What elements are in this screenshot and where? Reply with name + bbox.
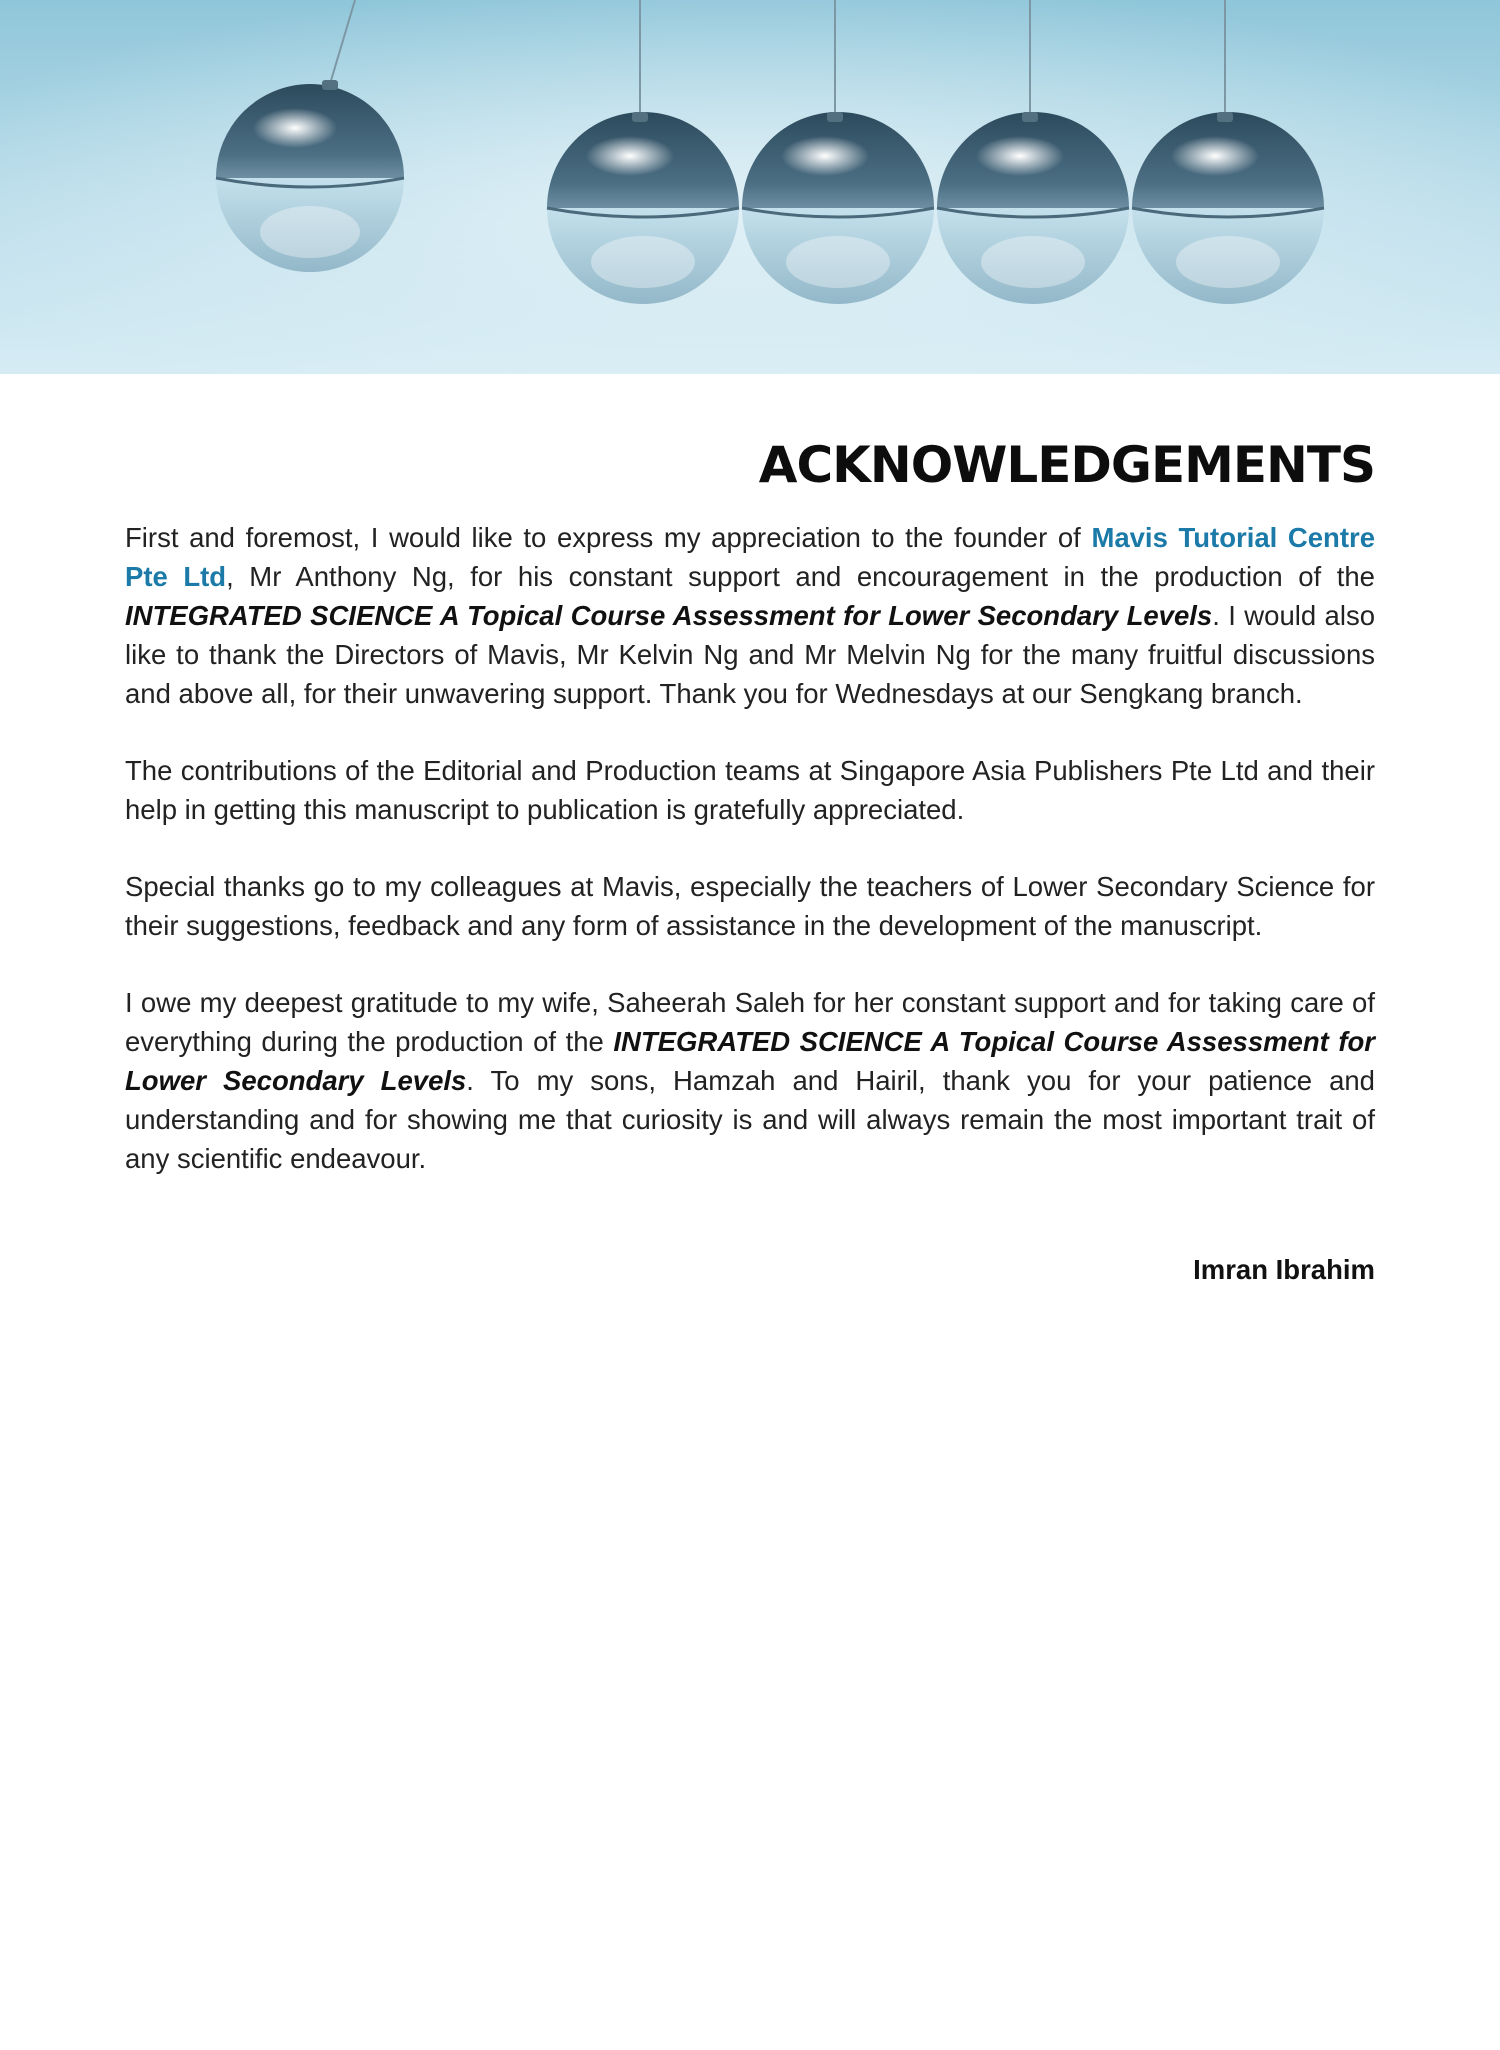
paragraph-1-text-b: , Mr Anthony Ng, for his constant support and encouragement in the production of the — [226, 561, 1375, 592]
paragraph-4-text-b: . To my sons, Hamzah and Hairil, thank you for your patience and understanding and for showing me that curiosity is and will always remain the most important trait of any scientific endeavour. — [125, 1065, 1375, 1174]
paragraph-2: The contributions of the Editorial and Production teams at Singapore Asia Publishers Pte Ltd and their help in getting this manuscript to publication is gratefully appreciated. — [125, 755, 1375, 825]
paragraph-1-text-c: . I would also like to thank the Directors of Mavis, Mr Kelvin Ng and Mr Melvin Ng for the many fruitful discussions and above all, for their unwavering support. Thank you for Wednesdays at our Sengkang branch. — [125, 600, 1375, 709]
acknowledgements-section — [125, 436, 1375, 1289]
cradle-ball-4 — [1132, 112, 1324, 304]
paragraph-3: Special thanks go to my colleagues at Mavis, especially the teachers of Lower Secondary Science for their suggestions, feedback and any form of assistance in the development of the manuscript. — [125, 871, 1375, 941]
mavis-tutorial-centre-name: Mavis Tutorial Centre Pte Ltd — [125, 522, 1375, 592]
book-title: INTEGRATED SCIENCE A Topical Course Assessment for Lower Secondary Levels — [125, 600, 1213, 631]
paragraph-4 — [125, 983, 1375, 1178]
cradle-ball-1 — [547, 112, 739, 304]
cradle-ball-3 — [937, 112, 1129, 304]
paragraph-1 — [125, 518, 1375, 713]
newtons-cradle-illustration — [0, 0, 1500, 374]
book-title: INTEGRATED SCIENCE A Topical Course Assessment for Lower Secondary Levels — [125, 1026, 1376, 1096]
author-signature: Imran Ibrahim — [1193, 1254, 1375, 1285]
paragraph-1-text-a: First and foremost, I would like to express my appreciation to the founder of — [125, 522, 1092, 553]
paragraph-4-text-a: I owe my deepest gratitude to my wife, Saheerah Saleh for her constant support and for taking care of everything during the production of the — [125, 987, 1375, 1057]
banner-image — [0, 0, 1500, 374]
cradle-ball-2 — [742, 112, 934, 304]
page-title: ACKNOWLEDGEMENTS — [758, 436, 1375, 494]
